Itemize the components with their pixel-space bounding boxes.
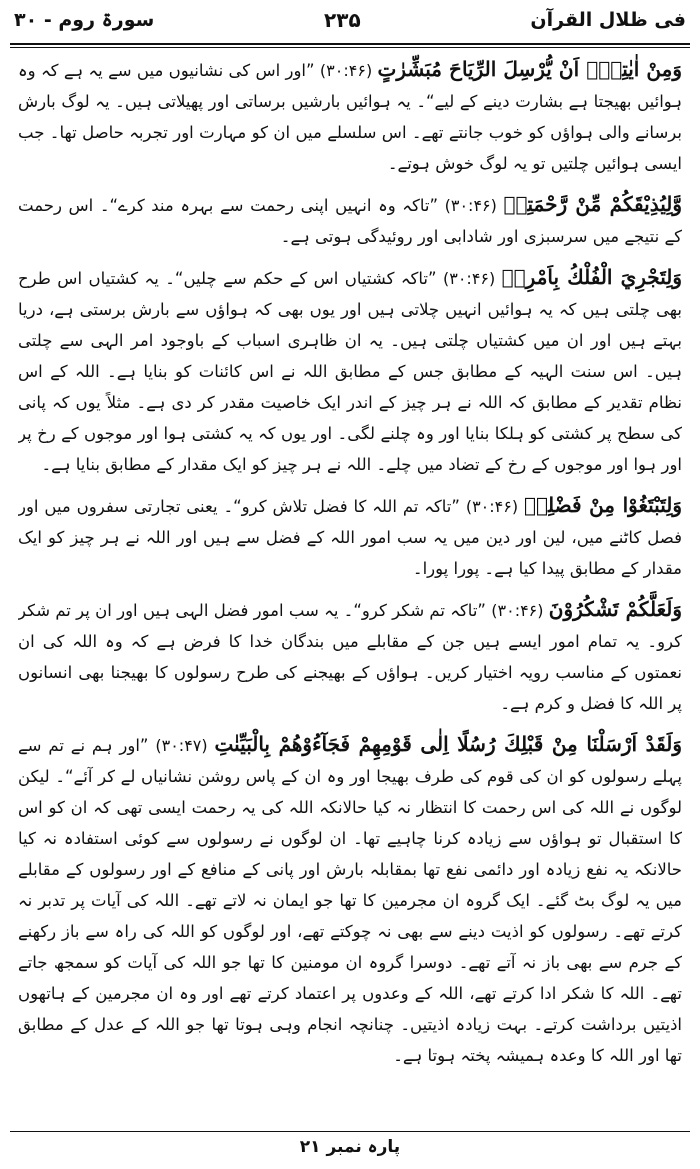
quran-verse: وَلِتَجْرِيَ الْفُلْكُ بِاَمْرِهٖ [501,265,682,289]
quran-verse: وَّلِيُذِيْقَكُمْ مِّنْ رَّحْمَتِهٖ [503,192,682,216]
verse-reference: (۳۰:۴۶) [444,196,497,215]
body-text [18,54,682,1084]
commentary-text: ”تاکہ تم شکر کرو“۔ یہ سب امور فضل الہی ہیں اور ان پر تم شکر کرو۔ یہ تمام امور ایسے ہیں جن کے مقابلے میں بندگان خدا کا فرض ہے کہ وہ اللہ کی ان نعمتوں کے مناسب رویہ اختیار کریں۔ ہواؤں کے بھیجنے کی طرح رسولوں کا بھیجنا بھی انسانوں پر اللہ کا فضل و کرم ہے۔ [18,601,682,713]
paragraph-1 [18,54,682,179]
paragraph-5 [18,594,682,719]
verse-reference: (۳۰:۴۷) [155,736,208,755]
quran-verse: وَلَعَلَّكُمْ تَشْكُرُوْنَ [548,597,682,621]
commentary-text: ”تاکہ تم اللہ کا فضل تلاش کرو“۔ یعنی تجارتی سفروں میں اور فصل کاٹنے میں، لین اور دین میں یہ سب امور اللہ کے فضل سے ہیں اور اللہ نے ہر چیز کو ایک مقدار کے مطابق پیدا کیا ہے۔ پورا پورا۔ [18,497,682,578]
para-label: پارہ نمبر ۲۱ [299,1137,401,1157]
footer-rule [10,1131,690,1132]
paragraph-4 [18,490,682,584]
verse-reference: (۳۰:۴۶) [442,269,496,288]
paragraph-6 [18,729,682,1071]
paragraph-3 [18,262,682,480]
verse-reference: (۳۰:۴۶) [491,601,544,620]
paragraph-2 [18,189,682,252]
verse-reference: (۳۰:۴۶) [465,497,519,516]
page-footer [0,1136,700,1164]
commentary-text: ”تاکہ کشتیاں اس کے حکم سے چلیں“۔ یہ کشتیاں اس طرح بھی چلتی ہیں کہ یہ ہوائیں انہیں چلاتی ہیں اور یوں بھی کہ ہواؤں سے بارش برستی ہے، دریا بہتے ہیں اور ان میں کشتیاں چلتی ہیں۔ یہ ان ظاہری اسباب کے باوجود امر الہی سے چلتی ہیں۔ اس سنت الہیہ کے مطابق جس کے مطابق اللہ نے اس کائنات کو بنایا ہے۔ اللہ کے اس نظام تقدیر کے مطابق کہ اللہ نے ہر چیز کے اندر ایک خاصیت مقدر کر دی ہے۔ مثلاً یوں کہ پانی کی سطح پر کشتی کو ہلکا بنایا اور وہ چلنے لگی۔ اور یوں کہ یہ کشتی ہوا اور موجوں کے رخ پر اور ہوا اور موجوں کے رخ کے تضاد میں چلے۔ اللہ نے ہر چیز کو ایک مقدار کے مطابق بنایا ہے۔ [18,269,682,474]
commentary-text: ”اور اس کی نشانیوں میں سے یہ ہے کہ وہ ہوائیں بھیجتا ہے بشارت دینے کے لیے“۔ یہ ہوائیں بارشیں برساتی اور پھیلاتی ہیں۔ یہ لوگ بارش برسانے والی ہواؤں کو خوب جانتے تھے۔ اس سلسلے میں ان کو مہارت اور تجربہ حاصل تھا۔ جب ایسی ہوائیں چلتیں تو یہ لوگ خوش ہوتے۔ [18,61,682,173]
quran-verse: وَلِتَبْتَغُوْا مِنْ فَضْلِهٖ [523,493,682,517]
page-number: ۲۳۵ [324,8,361,32]
header-rule [10,43,690,45]
surah-label: سورۃ روم - ۳۰ [14,9,155,31]
header-rule-thin [10,47,690,48]
commentary-text: ”اور ہم نے تم سے پہلے رسولوں کو ان کی قوم کی طرف بھیجا اور وہ ان کے پاس روشن نشانیاں لے کر آئے“۔ لیکن لوگوں نے اللہ کی اس رحمت کا انتظار نہ کیا حالانکہ اللہ کی یہ رحمت ایسی تھی کہ ان کو اس کا استقبال تو ہواؤں سے زیادہ کرنا چاہیے تھا۔ ان لوگوں نے رسولوں سے کوئی استفادہ نہ کیا حالانکہ یہ نفع زیادہ اور دائمی نفع تھا بمقابلہ بارش اور پانی کے منافع کے اور رسولوں کے مقابلے میں یہ لوگ بٹ گئے۔ ایک گروہ ان مجرمین کا تھا جو ایمان نہ لاتے تھے۔ اللہ کی آیات پر تدبر نہ کرتے تھے۔ رسولوں کو اذیت دینے سے بھی نہ چوکتے تھے، اور لوگوں کو اللہ کی راہ سے باز رکھنے کے جرم سے بھی باز نہ آتے تھے۔ دوسرا گروہ ان مومنین کا تھا جو اللہ کی آیات کو سمجھ جاتے تھے۔ اللہ کا شکر ادا کرتے تھے، اللہ کے وعدوں پر اعتماد کرتے تھے اور وہ ان مجرمین کے ہاتھوں اذیتیں برداشت کرتے۔ بہت زیادہ اذیتیں۔ چنانچہ انجام وہی ہوتا تھا جو اللہ کے عدل کے مطابق تھا اور اللہ کا وعدہ ہمیشہ پختہ ہوتا ہے۔ [18,736,682,1065]
page-header [14,4,686,36]
book-title: فی ظلال القرآن [530,9,686,31]
verse-reference: (۳۰:۴۶) [319,61,373,80]
quran-verse: وَمِنْ اٰيٰتِهٖٓ اَنْ يُّرْسِلَ الرِّيَاحَ مُبَشِّرٰتٍ [377,57,682,81]
quran-verse: وَلَقَدْ اَرْسَلْنَا مِنْ قَبْلِكَ رُسُلًا اِلٰى قَوْمِهِمْ فَجَآءُوْهُمْ بِالْبَيِّنٰتِ [214,732,682,756]
commentary-text: ”تاکہ وہ انہیں اپنی رحمت سے بہرہ مند کرے“۔ اس رحمت کے نتیجے میں سرسبزی اور شادابی اور روئیدگی ہوتی ہے۔ [18,196,682,246]
